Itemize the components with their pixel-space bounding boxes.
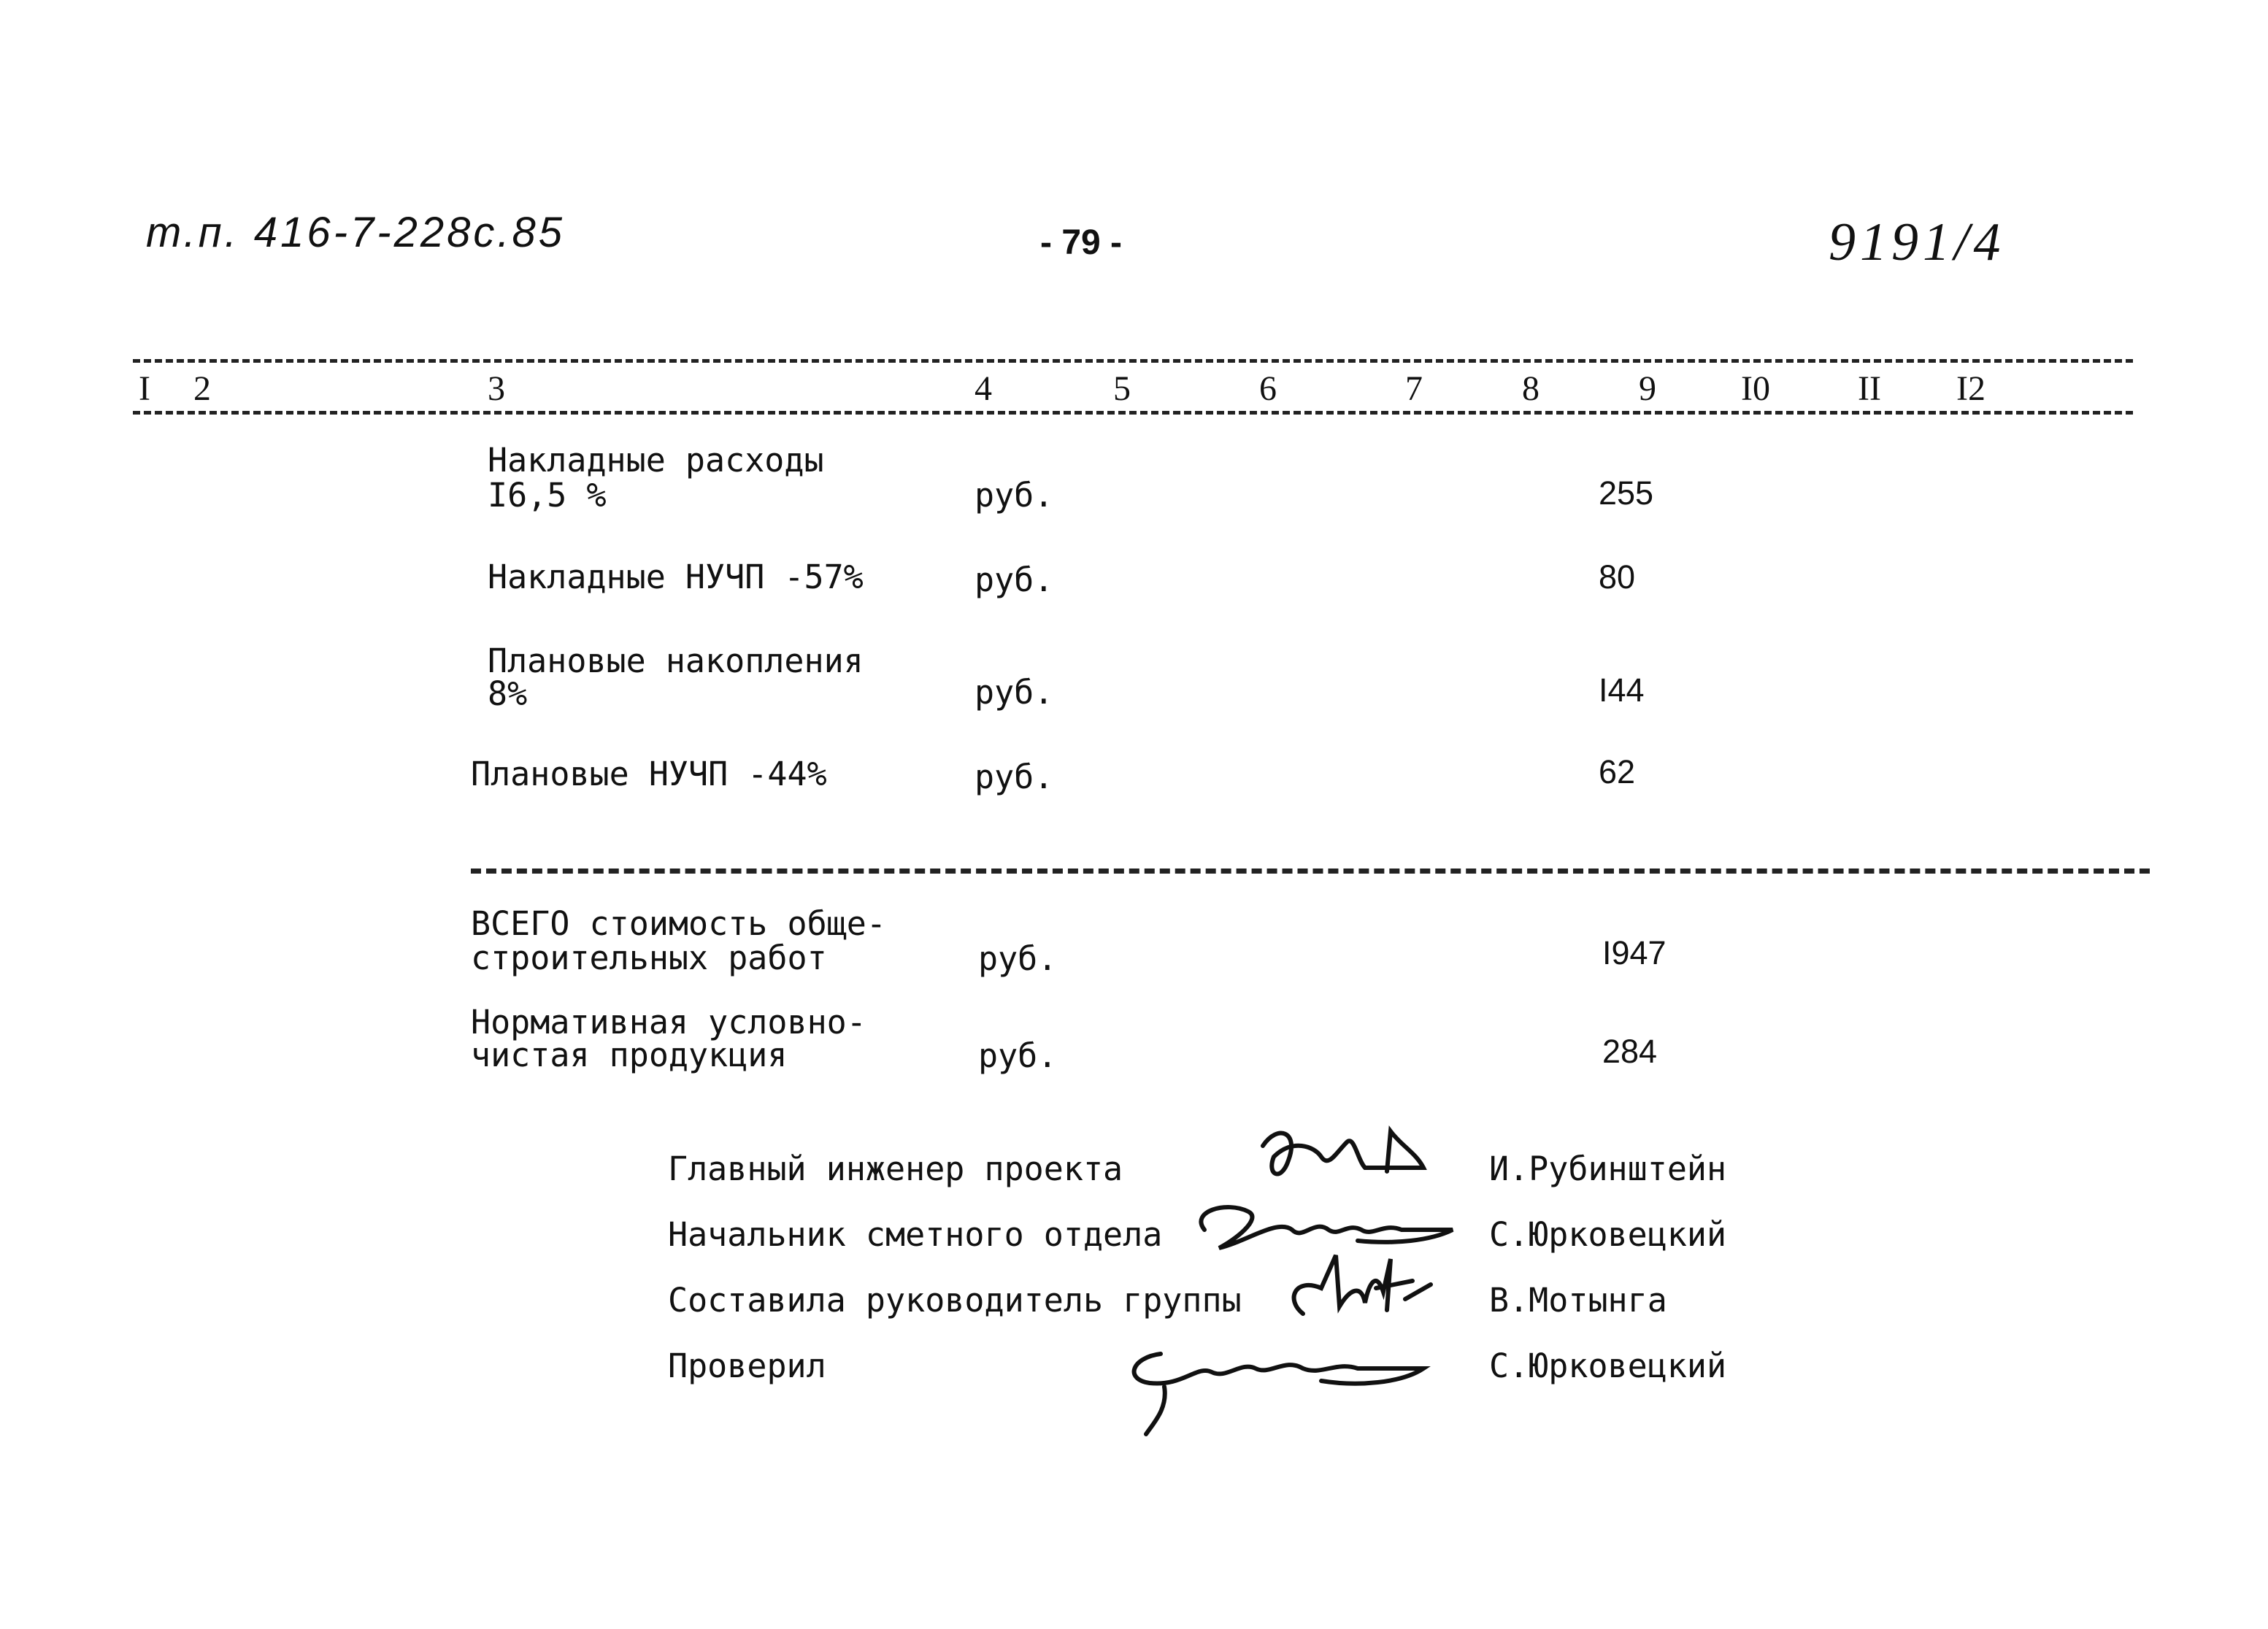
document-code: т.п. 416-7-228с.85 bbox=[146, 209, 565, 256]
row-unit: руб. bbox=[975, 673, 1054, 712]
signature-role: Главный инженер проекта bbox=[668, 1149, 1123, 1188]
column-number: 7 bbox=[1405, 369, 1423, 408]
row-name-line1: Нормативная условно- bbox=[471, 1003, 866, 1041]
column-number: II bbox=[1858, 369, 1881, 408]
row-name-line1: Плановые накопления bbox=[488, 642, 864, 680]
row-value: 255 bbox=[1599, 474, 1654, 512]
column-number: 2 bbox=[193, 369, 211, 408]
row-unit: руб. bbox=[975, 758, 1054, 796]
signature-role: Составила руководитель группы bbox=[668, 1281, 1242, 1320]
row-name-line2: 8% bbox=[488, 674, 528, 713]
column-number: 5 bbox=[1113, 369, 1131, 408]
handwritten-signature bbox=[1248, 1117, 1431, 1197]
column-number: I bbox=[139, 369, 150, 408]
row-name-line2: I6,5 % bbox=[488, 476, 607, 515]
signatory-name: С.Юрковецкий bbox=[1489, 1215, 1727, 1254]
table-top-rule bbox=[133, 359, 2133, 363]
row-value: I947 bbox=[1602, 934, 1667, 971]
row-unit: руб. bbox=[978, 939, 1058, 978]
row-unit: руб. bbox=[975, 476, 1054, 515]
signatory-name: С.Юрковецкий bbox=[1489, 1347, 1727, 1385]
signatory-name: И.Рубинштейн bbox=[1489, 1149, 1727, 1188]
column-number: 3 bbox=[488, 369, 505, 408]
table-header-bottom-rule bbox=[133, 411, 2133, 415]
row-name-line2: чистая продукция bbox=[471, 1036, 788, 1074]
row-unit: руб. bbox=[978, 1036, 1058, 1075]
column-number: 6 bbox=[1259, 369, 1277, 408]
handwritten-signature bbox=[1281, 1248, 1442, 1328]
handwritten-signature bbox=[1117, 1328, 1438, 1438]
row-value: 62 bbox=[1599, 753, 1636, 790]
row-value: I44 bbox=[1599, 671, 1645, 709]
signature-role: Начальник сметного отдела bbox=[668, 1215, 1163, 1254]
column-number: I2 bbox=[1956, 369, 1986, 408]
column-number: 9 bbox=[1639, 369, 1656, 408]
row-name-line1: Накладные расходы bbox=[488, 441, 824, 480]
row-name-line2: строительных работ bbox=[471, 939, 827, 977]
row-name-line1: Плановые НУЧП -44% bbox=[471, 755, 827, 793]
column-number: I0 bbox=[1741, 369, 1770, 408]
totals-separator-rule bbox=[471, 869, 2150, 874]
signature-role: Проверил bbox=[668, 1347, 826, 1385]
row-name-line1: ВСЕГО стоимость обще- bbox=[471, 904, 886, 943]
page-number: - 79 - bbox=[1040, 223, 1123, 262]
reference-number: 9191/4 bbox=[1829, 212, 2005, 272]
signatory-name: В.Мотынга bbox=[1489, 1281, 1667, 1320]
column-number: 4 bbox=[975, 369, 992, 408]
row-unit: руб. bbox=[975, 561, 1054, 599]
column-number: 8 bbox=[1522, 369, 1539, 408]
row-name-line1: Накладные НУЧП -57% bbox=[488, 558, 864, 596]
row-value: 80 bbox=[1599, 558, 1636, 596]
row-value: 284 bbox=[1602, 1033, 1658, 1070]
